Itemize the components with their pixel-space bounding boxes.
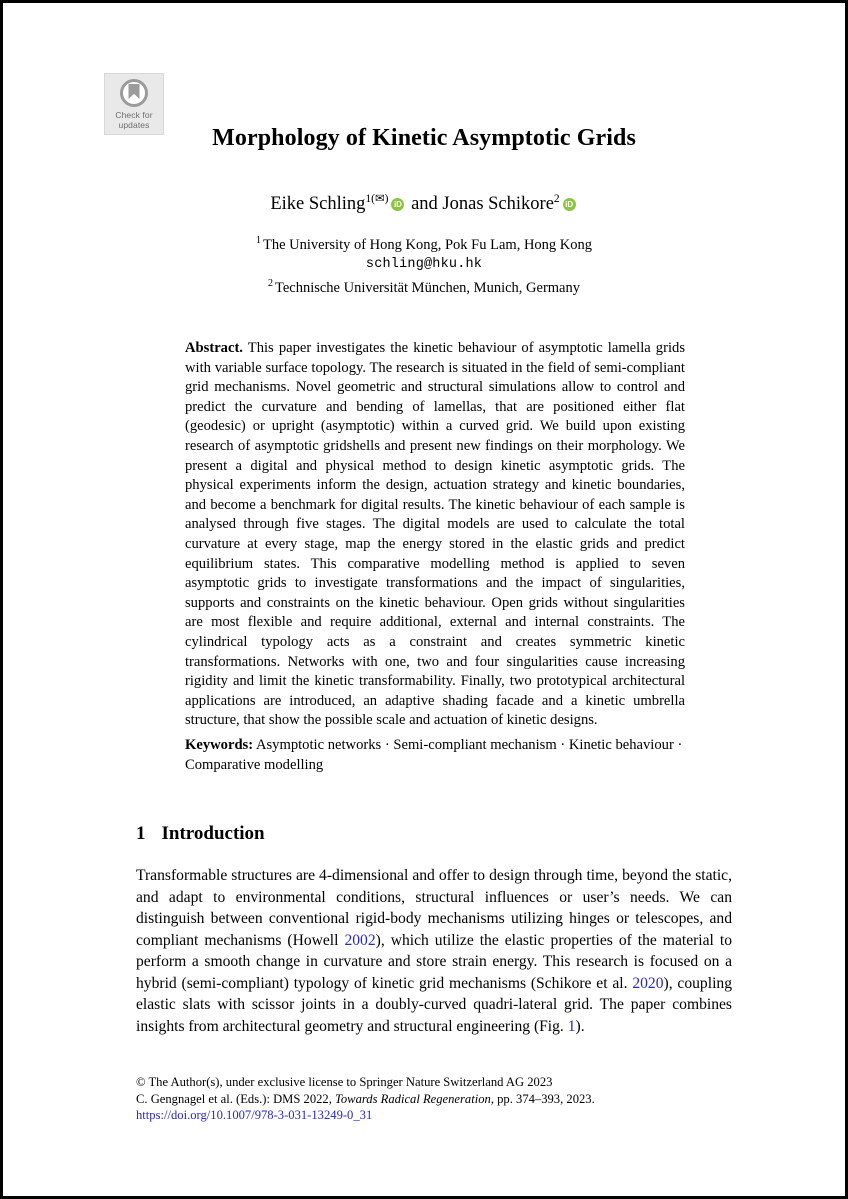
figure-reference-1[interactable]: 1 bbox=[567, 1017, 576, 1035]
section-title: Introduction bbox=[161, 823, 265, 844]
author-conjunction: and bbox=[406, 194, 443, 215]
affiliation-1-text: The University of Hong Kong, Pok Fu Lam, Hong Kong bbox=[262, 236, 593, 253]
abstract-label: Abstract. bbox=[185, 340, 243, 356]
author-2-name: Jonas Schikore bbox=[442, 194, 554, 215]
page-title: Morphology of Kinetic Asymptotic Grids bbox=[212, 125, 636, 151]
citation-line-pre: C. Gengnagel et al. (Eds.): DMS 2022, bbox=[136, 1091, 336, 1106]
intro-text-part-4: ). bbox=[575, 1017, 585, 1035]
badge-line-2: updates bbox=[118, 120, 150, 130]
orcid-icon[interactable]: iD bbox=[391, 198, 404, 211]
affiliation-1 bbox=[3, 231, 845, 255]
citation-line-post: , pp. 374–393, 2023. bbox=[490, 1091, 595, 1106]
book-title: Towards Radical Regeneration bbox=[335, 1091, 491, 1106]
affiliation-2-text: Technische Universität München, Munich, Germany bbox=[274, 279, 580, 296]
abstract-text: This paper investigates the kinetic behaviour of asymptotic lamella grids with variable surface topology. The research is situated in the field of semi-compliant grid mechanisms. Novel geometric and structural simulations allow to control and predict the curvature and bending of lamellas, that are positioned either flat (geodesic) or upright (asymptotic) within a curved grid. We build upon existing research of asymptotic gridshells and present new findings on their morphology. We present a digital and physical method to design kinetic asymptotic grids. The physical experiments inform the design, actuation strategy and kinetic boundaries, and become a benchmark for digital results. The kinetic behaviour of each sample is analysed through five stages. The digital models are used to calculate the total curvature at every stage, map the energy stored in the elastic grids and predict equilibrium states. This comparative modelling method is applied to seven asymptotic grids to investigate transformations and the impact of singularities, supports and constraints on the kinetic behaviour. Open grids without singularities are most flexible and require additional, external and internal constraints. The cylindrical typology acts as a constraint and creates symmetric kinetic transformations. Networks with one, two and four singularities cause increasing rigidity and limit the kinetic transformability. Finally, two prototypical architectural applications are introduced, an adaptive shading facade and a kinetic umbrella structure, that show the possible scale and actuation of kinetic designs. bbox=[185, 340, 685, 729]
citation-howell-2002[interactable]: 2002 bbox=[344, 931, 376, 949]
affiliation-2-marker: 2 bbox=[267, 277, 273, 289]
badge-line-1: Check for bbox=[115, 110, 153, 120]
keywords-block bbox=[185, 735, 685, 775]
intro-text-part-2: ), which utilize the elastic properties of the material to perform a smooth change in curvature and store strain energy. This research is focused on a hybrid (semi-compliant) typology of kinetic grid mechanisms (Schikore et al. bbox=[136, 931, 732, 992]
author-email[interactable]: schling@hku.hk bbox=[365, 256, 483, 272]
intro-text-part-3: ), coupling elastic slats with scissor joints in a doubly-curved quadri-lateral grid. The paper combines insights from architectural geometry and structural engineering (Fig. bbox=[136, 974, 732, 1035]
author-line bbox=[3, 191, 845, 215]
keywords-label: Keywords: bbox=[185, 737, 254, 753]
author-1-superscript: 1(✉) bbox=[365, 193, 389, 205]
abstract-block bbox=[185, 339, 685, 731]
citation-line bbox=[136, 1091, 736, 1108]
doi-link[interactable]: https://doi.org/10.1007/978-3-031-13249-0_31 bbox=[136, 1108, 373, 1122]
affiliations bbox=[3, 231, 845, 298]
affiliation-1-marker: 1 bbox=[255, 235, 261, 246]
introduction-paragraph bbox=[136, 865, 732, 1037]
copyright-footer bbox=[136, 1074, 736, 1124]
section-heading-introduction bbox=[136, 823, 265, 845]
copyright-line: © The Author(s), under exclusive license to Springer Nature Switzerland AG 2023 bbox=[136, 1075, 553, 1089]
orcid-icon[interactable]: iD bbox=[563, 198, 576, 211]
affiliation-2 bbox=[3, 274, 845, 298]
keywords-text: Asymptotic networks · Semi-compliant mechanism · Kinetic behaviour · Comparative modelling bbox=[185, 737, 683, 773]
citation-schikore-2020[interactable]: 2020 bbox=[632, 974, 664, 992]
author-2-superscript: 2 bbox=[553, 193, 560, 205]
section-number: 1 bbox=[136, 823, 146, 844]
author-1-name: Eike Schling bbox=[270, 194, 366, 215]
bookmark-icon bbox=[120, 79, 148, 107]
intro-text-part-1: Transformable structures are 4-dimensional and offer to design through time, beyond the static, and adapt to environmental conditions, structural influences or user’s needs. We can distinguish between conventional rigid-body mechanisms utilizing hinges or telescopes, and compliant mechanisms (Howell bbox=[136, 867, 732, 949]
